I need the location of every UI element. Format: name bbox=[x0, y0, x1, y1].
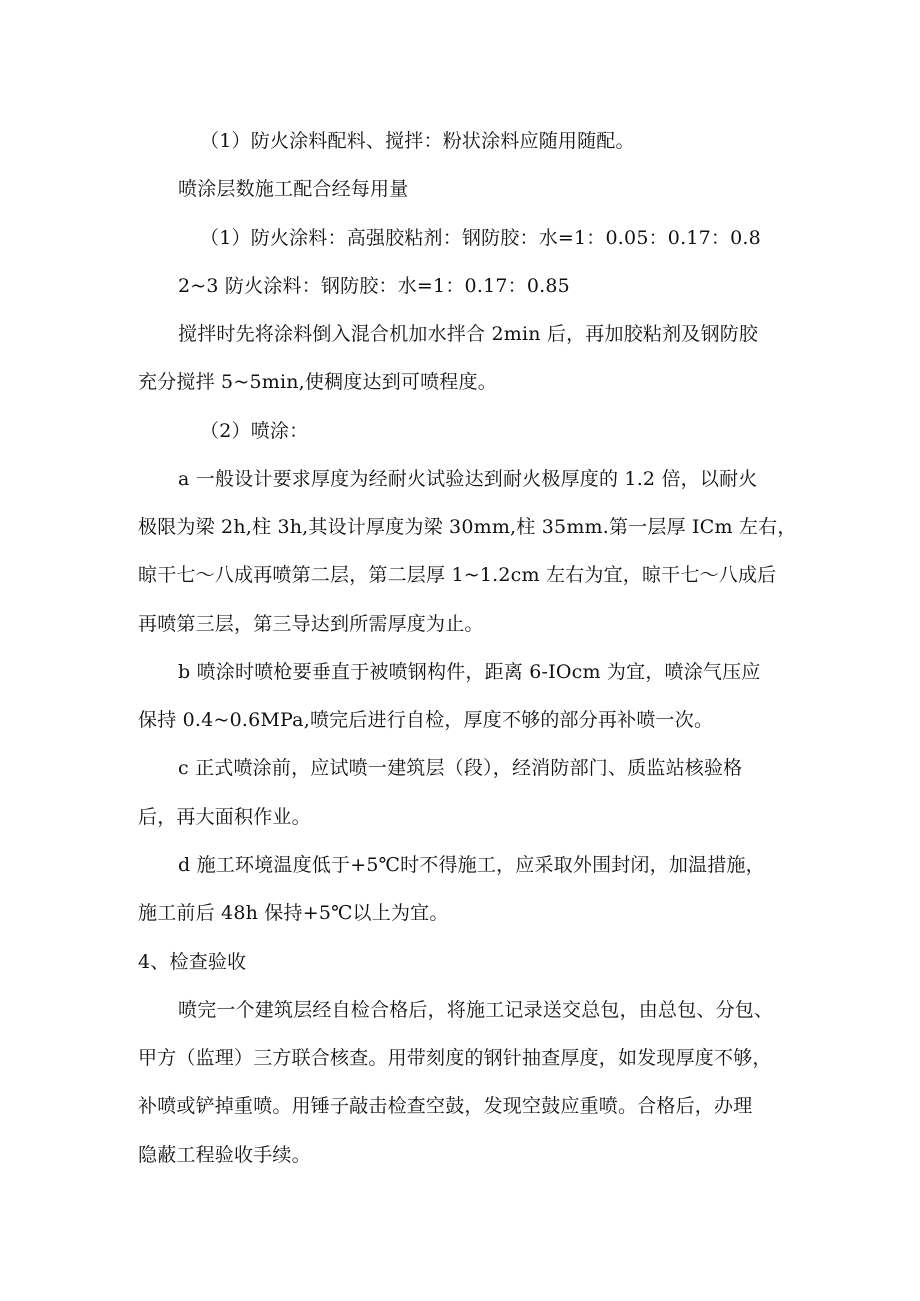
text-line-10: 晾干七～八成再喷第二层，第二层厚 1~1.2cm 左右为宜，晾干七～八成后 bbox=[138, 564, 777, 586]
text-line-17: 施工前后 48h 保持+5℃以上为宜。 bbox=[138, 902, 449, 924]
text-line-19: 喷完一个建筑层经自检合格后，将施工记录送交总包，由总包、分包、 bbox=[178, 999, 774, 1021]
text-line-13: 保持 0.4~0.6MPa,喷完后进行自检，厚度不够的部分再补喷一次。 bbox=[138, 709, 714, 731]
text-line-7: （2）喷涂： bbox=[200, 420, 309, 442]
text-line-20: 甲方（监理）三方联合核查。用带刻度的钢针抽查厚度，如发现厚度不够， bbox=[138, 1047, 772, 1069]
text-line-6: 充分搅拌 5~5min,使稠度达到可喷程度。 bbox=[138, 371, 497, 393]
text-line-2: 喷涂层数施工配合经每用量 bbox=[178, 178, 409, 200]
text-line-11: 再喷第三层，第三导达到所需厚度为止。 bbox=[138, 613, 484, 635]
text-line-16: d 施工环境温度低于+5℃时不得施工，应采取外围封闭，加温措施， bbox=[178, 854, 765, 876]
text-line-14: c 正式喷涂前，应试喷一建筑层（段），经消防部门、质监站核验格 bbox=[178, 757, 743, 779]
text-line-1: （1）防火涂料配料、搅拌：粉状涂料应随用随配。 bbox=[200, 130, 635, 152]
text-line-4: 2~3 防火涂料：钢防胶：水=1：0.17：0.85 bbox=[178, 275, 570, 297]
text-line-5: 搅拌时先将涂料倒入混合机加水拌合 2min 后，再加胶粘剂及钢防胶 bbox=[178, 323, 759, 345]
text-line-8: a 一般设计要求厚度为经耐火试验达到耐火极厚度的 1.2 倍，以耐火 bbox=[178, 468, 758, 490]
text-line-21: 补喷或铲掉重喷。用锤子敲击检查空鼓，发现空鼓应重喷。合格后，办理 bbox=[138, 1095, 753, 1117]
text-line-15: 后，再大面积作业。 bbox=[138, 806, 311, 828]
text-line-12: b 喷涂时喷枪要垂直于被喷钢构件，距离 6-IOcm 为宜，喷涂气压应 bbox=[178, 661, 761, 683]
text-line-9: 极限为梁 2h,柱 3h,其设计厚度为梁 30mm,柱 35mm.第一层厚 ICm 左右， bbox=[138, 516, 797, 538]
text-line-22: 隐蔽工程验收手续。 bbox=[138, 1144, 311, 1166]
section-heading-inspection: 4、检查验收 bbox=[138, 951, 247, 973]
text-line-3: （1）防火涂料：高强胶粘剂：钢防胶：水=1：0.05：0.17：0.8 bbox=[200, 227, 761, 249]
